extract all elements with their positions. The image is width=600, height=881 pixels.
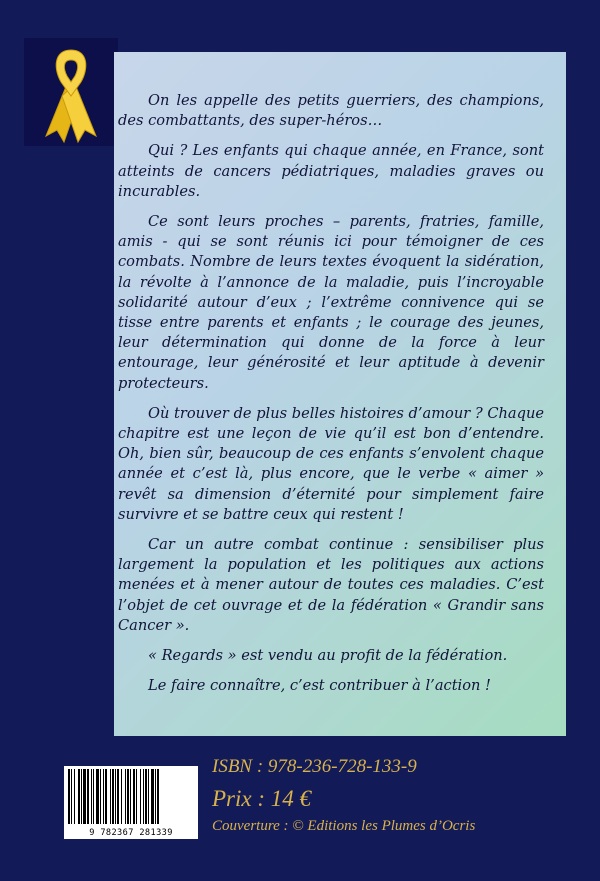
barcode-bar bbox=[100, 769, 101, 824]
barcode-bar bbox=[115, 769, 116, 824]
blurb-paragraph: Où trouver de plus belles histoires d’amour ? Chaque chapitre est une leçon de vie qu’il est bon d’entendre. Oh, bien sûr, beaucoup de ces enfants s’envolent chaque année et c’est là, plus encore, que le verbe « aimer » revêt sa dimension d’éternité pour simplement faire survivre et se battre ceux qui restent ! bbox=[118, 404, 544, 523]
barcode-bars bbox=[64, 766, 198, 826]
blurb-paragraph: Le faire connaître, c’est contribuer à l’action ! bbox=[148, 677, 491, 695]
barcode-bar bbox=[155, 769, 156, 824]
barcode-bar bbox=[157, 769, 159, 824]
barcode-digits: 9 782367 281339 bbox=[89, 828, 173, 838]
barcode-bar bbox=[105, 769, 107, 824]
barcode-bar bbox=[148, 769, 149, 824]
barcode-bar bbox=[151, 769, 154, 824]
barcode-bar bbox=[117, 769, 119, 824]
barcode-bar bbox=[103, 769, 104, 824]
barcode-bar bbox=[112, 769, 114, 824]
barcode-bar bbox=[71, 769, 72, 824]
barcode-bar bbox=[127, 769, 129, 824]
blurb-paragraph: Qui ? Les enfants qui chaque année, en France, sont atteints de cancers pédiatriques, maladies graves ou incurables. bbox=[118, 142, 544, 200]
isbn-barcode bbox=[64, 766, 198, 839]
barcode-bar bbox=[96, 769, 99, 824]
barcode-bar bbox=[68, 769, 70, 824]
barcode-bar bbox=[140, 769, 141, 824]
ribbon-badge bbox=[24, 38, 118, 146]
barcode-bar bbox=[110, 769, 111, 824]
blurb-paragraph: On les appelle des petits guerriers, des champions, des combattants, des super-héros… bbox=[118, 92, 544, 130]
barcode-bar bbox=[83, 769, 86, 824]
barcode-bar bbox=[145, 769, 147, 824]
yellow-awareness-ribbon-icon bbox=[24, 38, 118, 146]
barcode-bar bbox=[81, 769, 82, 824]
barcode-bar bbox=[93, 769, 94, 824]
blurb-paragraph: Car un autre combat continue : sensibiliser plus largement la population et les politiques aux actions menées et à mener autour de toutes ces maladies. C’est l’objet de cet ouvrage et de la fédération « Grandir sans Cancer ». bbox=[118, 536, 544, 634]
barcode-bar bbox=[87, 769, 89, 824]
barcode-bar bbox=[130, 769, 131, 824]
barcode-bar bbox=[143, 769, 144, 824]
barcode-bar bbox=[78, 769, 80, 824]
barcode-bar bbox=[133, 769, 135, 824]
blurb-paragraph: « Regards » est vendu au profit de la fédération. bbox=[148, 647, 508, 665]
isbn-label: ISBN : 978-236-728-133-9 bbox=[212, 756, 417, 777]
barcode-bar bbox=[121, 769, 122, 824]
back-cover-blurb bbox=[118, 91, 544, 706]
price-label: Prix : 14 € bbox=[212, 786, 312, 811]
blurb-paragraph: Ce sont leurs proches – parents, fratries, famille, amis - qui se sont réunis ici pour témoigner de ces combats. Nombre de leurs textes évoquent la sidération, la révolte à l’annonce de la maladie, puis l’incroyable solidarité autour d’eux ; l’extrême connivence qui se tisse entre parents et enfants ; le courage des jeunes, leur détermination qui donne de la force à leur entourage, leur générosité et leur aptitude à devenir protecteurs. bbox=[118, 213, 544, 392]
barcode-bar bbox=[74, 769, 75, 824]
cover-credit: Couverture : © Editions les Plumes d’Ocris bbox=[212, 818, 476, 834]
barcode-bar bbox=[125, 769, 126, 824]
barcode-bar bbox=[136, 769, 137, 824]
barcode-bar bbox=[91, 769, 92, 824]
